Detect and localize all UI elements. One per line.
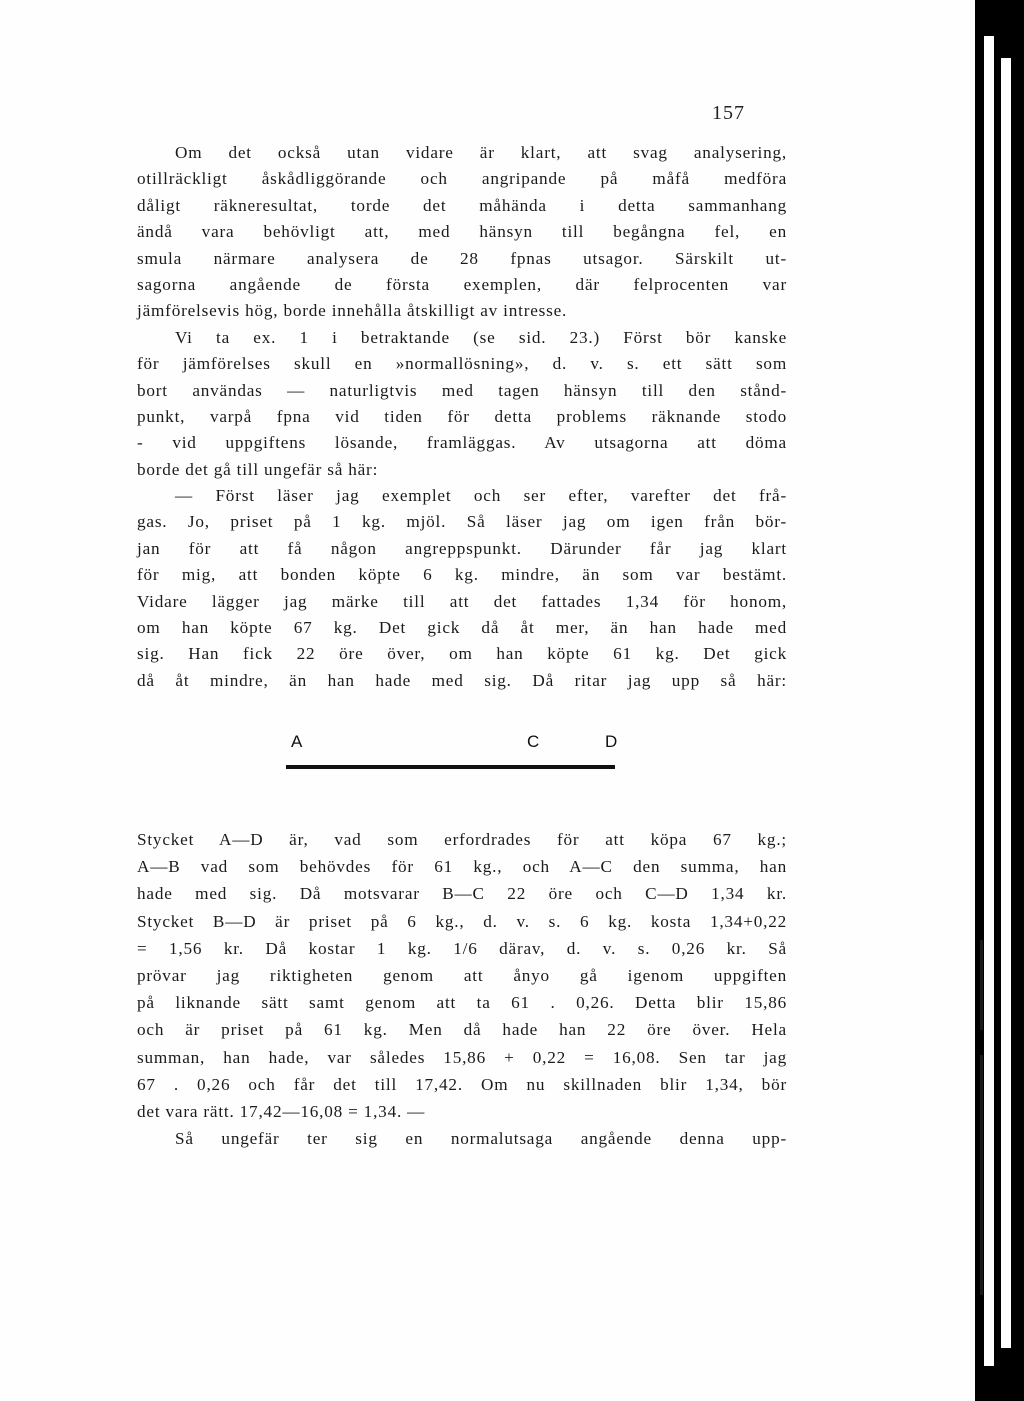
page-number: 157	[712, 102, 745, 124]
paragraph-analysis	[137, 140, 787, 694]
text-line: 67 . 0,26 och får det till 17,42. Om nu skillnaden blir 1,34, bör	[137, 1074, 787, 1094]
text-line: jämförelsevis hög, borde innehålla åtskilligt av intresse.	[137, 301, 568, 321]
text-line: på liknande sätt samt genom att ta 61 . 0,26. Detta blir 15,86	[137, 993, 787, 1013]
text-line: prövar jag riktigheten genom att ånyo gå igenom uppgiften	[137, 965, 787, 985]
text-line: Stycket B—D är priset på 6 kg., d. v. s. 6 kg. kosta 1,34+0,22	[137, 911, 787, 931]
text-line: Vi ta ex. 1 i betraktande (se sid. 23.) Först bör kanske	[175, 327, 787, 347]
text-line: då åt mindre, än han hade med sig. Då ritar jag upp så här:	[137, 670, 787, 690]
scan-mark	[980, 1055, 983, 1295]
text-line: hade med sig. Då motsvarar B—C 22 öre och C—D 1,34 kr.	[137, 884, 787, 904]
diagram-label-c: C	[527, 732, 540, 751]
text-line: otillräckligt åskådliggörande och angripande på måfå medföra	[137, 169, 787, 189]
text-line: jan för att få någon angreppspunkt. Därunder får jag klart	[137, 538, 787, 558]
text-line: - vid uppgiftens lösande, framläggas. Av utsagorna att döma	[137, 433, 787, 453]
text-line: sagorna angående de första exemplen, där felprocenten var	[137, 274, 787, 294]
paragraph-solution	[137, 826, 787, 1152]
scan-mark	[980, 940, 983, 1030]
text-line: sig. Han fick 22 öre över, om han köpte 61 kg. Det gick	[137, 644, 787, 664]
text-line: borde det gå till ungefär så här:	[137, 459, 379, 479]
text-line: punkt, varpå fpna vid tiden för detta problems räknande stodo	[137, 406, 787, 426]
text-line: Stycket A—D är, vad som erfordrades för att köpa 67 kg.;	[137, 830, 787, 849]
page-edge	[984, 36, 994, 1366]
text-line: = 1,56 kr. Då kostar 1 kg. 1/6 därav, d. v. s. 0,26 kr. Så	[137, 938, 787, 958]
text-line: A—B vad som behövdes för 61 kg., och A—C den summa, han	[137, 857, 787, 877]
diagram-label-a: A	[291, 732, 303, 751]
text-line: ändå vara behövligt att, med hänsyn till begångna fel, en	[137, 222, 787, 242]
text-line: om han köpte 67 kg. Det gick då åt mer, än han hade med	[137, 618, 787, 638]
text-line: dåligt räkneresultat, torde det måhända i detta sammanhang	[137, 195, 787, 215]
diagram-label-d: D	[605, 732, 618, 751]
text-line: smula närmare analysera de 28 fpnas utsagor. Särskilt ut-	[137, 248, 787, 268]
text-line: Vidare lägger jag märke till att det fattades 1,34 för honom,	[137, 591, 787, 611]
text-line: gas. Jo, priset på 1 kg. mjöl. Så läser jag om igen från bör-	[137, 512, 787, 532]
diagram-line	[286, 765, 615, 769]
page-edge	[1001, 58, 1011, 1348]
text-line: bort användas — naturligtvis med tagen hänsyn till den stånd-	[137, 380, 787, 400]
text-line: Så ungefär ter sig en normalutsaga angående denna upp-	[175, 1129, 787, 1149]
text-line: och är priset på 61 kg. Men då hade han 22 öre över. Hela	[137, 1020, 787, 1040]
text-line: för jämförelses skull en »normallösning», d. v. s. ett sätt som	[137, 354, 787, 374]
text-line: summan, han hade, var således 15,86 + 0,22 = 16,08. Sen tar jag	[137, 1047, 787, 1067]
text-line: för mig, att bonden köpte 6 kg. mindre, än som var bestämt.	[137, 565, 787, 585]
text-line: — Först läser jag exemplet och ser efter, varefter det frå-	[175, 486, 787, 506]
text-line: det vara rätt. 17,42—16,08 = 1,34. —	[137, 1101, 426, 1121]
text-line: Om det också utan vidare är klart, att svag analysering,	[175, 143, 787, 162]
